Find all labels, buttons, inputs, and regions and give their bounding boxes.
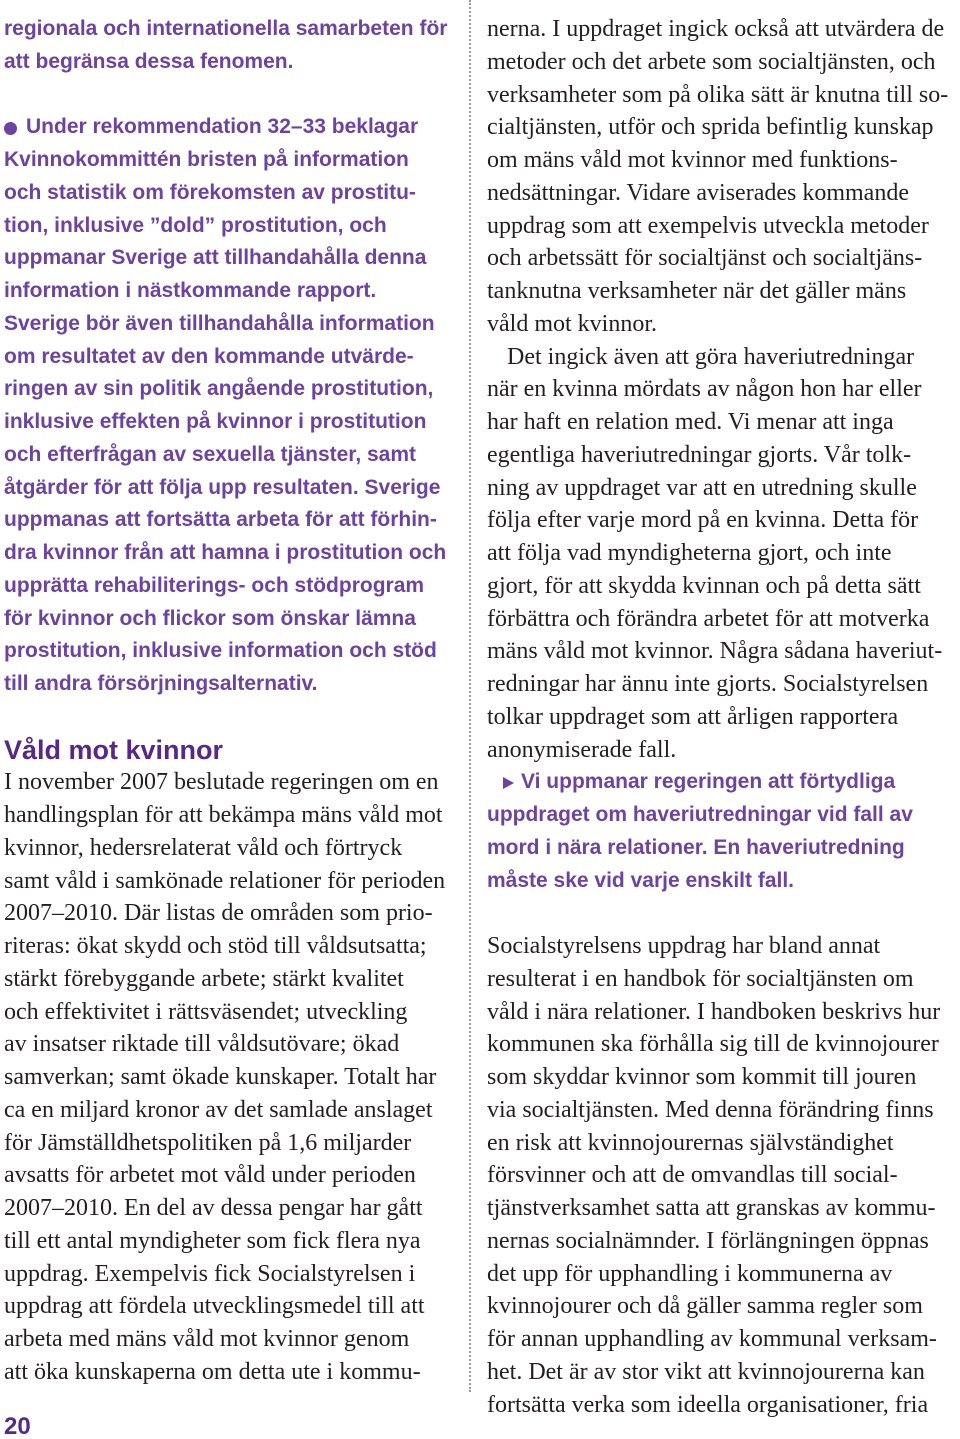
body-paragraph: I november 2007 beslutade regeringen om en handlingsplan för att bekämpa mäns våld mot kvinnor, hedersrelaterat våld och förtryck samt våld i samkönade relationer för perioden 2007–2010. Där listas de områden som prio- riteras: ökat skydd och stöd till våldsutsatta; stärkt förebyggande arbete; stärkt kvalitet och effektivitet i rättsväsendet; utveckling av insatser riktade till våldsutövare; ökad samverkan; samt ökade kunskaper. Totalt har ca en miljard kronor av det samlade anslaget för Jämställdhetspolitiken på 1,6 miljarder avsatts för arbetet mot våld under perioden 2007–2010. En del av dessa pengar har gått till ett antal myndigheter som fick flera nya uppdrag. Exempelvis fick Socialstyrelsen i uppdrag att fördela utvecklingsmedel till att arbeta med mäns våld mot kvinnor genom att öka kunskaperna om detta ute i kommu- [4, 769, 446, 1385]
recommendation-paragraph: Under rekommendation 32–33 beklagar Kvinnokommittén bristen på information och statistik om förekomsten av prostitu- tion, inklusive ”dold” prostitution, och uppmanar Sverige att tillhandahålla denna information i nästkommande rapport. Sverige bör även tillhandahålla information om resultatet av den kommande utvärde- ringen av sin politik angående prostitution, inklusive effekten på kvinnor i prostitution och efterfrågan av sexuella tjänster, samt åtgärder för att följa upp resultaten. Sverige uppmanas att fortsätta arbeta för att förhin- dra kvinnor från att hamna i prostitution och upprätta rehabiliterings- och stödprogram för kvinnor och flickor som önskar lämna prostitution, inklusive information och stöd till andra försörjningsalternativ. [4, 115, 447, 695]
intro-paragraph: regionala och internationella samarbeten för att begränsa dessa fenomen. [4, 17, 448, 73]
recommendation-paragraph: Vi uppmanar regeringen att förtydliga uppdraget om haveriutredningar vid fall av mord i nära relationer. En haveriutredning måste ske vid varje enskilt fall. [487, 770, 913, 892]
section-heading: Våld mot kvinnor [4, 734, 224, 765]
page-number: 20 [4, 1413, 31, 1439]
body-paragraph: Socialstyrelsens uppdrag har bland annat resulterat i en handbok för socialtjänsten om våld i nära relationer. I handboken beskrivs hur kommunen ska förhålla sig till de kvinnojourer som skyddar kvinnor som kommit till jouren via socialtjänsten. Med denna förändring finns en risk att kvinnojourernas självständighet försvinner och att de omvandlas till social- tjänstverksamhet satta att granskas av kommu- nernas socialnämnder. I förlängningen öppnas det upp för upphandling i kommunerna av kvinnojourer och då gäller samma regler som för annan upphandling av kommunal verksam- het. Det är av stor vikt att kvinnojourerna kan fortsätta verka som ideella organisationer, fria [487, 933, 941, 1418]
body-paragraph: Det ingick även att göra haveriutredningar när en kvinna mördats av någon hon har eller har haft en relation med. Vi menar att inga egentliga haveriutredningar gjorts. Vår tolk- ning av uppdraget var att en utredning skulle följa efter varje mord på en kvinna. Detta för att följa vad myndigheterna gjort, och inte gjort, för att skydda kvinnan och på detta sätt förbättra och förändra arbetet för att motverka mäns våld mot kvinnor. Några sådana haveriut- redningar har ännu inte gjorts. Socialstyrelsen tolkar uppdraget som att årligen rapportera anonymiserade fall. [487, 343, 943, 763]
column-divider [469, 0, 471, 1392]
body-paragraph: nerna. I uppdraget ingick också att utvärdera de metoder och det arbete som socialtjänsten, och verksamheter som på olika sätt är knutna till so- cialtjänsten, utför och sprida befintlig kunskap om mäns våld mot kvinnor med funktions- nedsättningar. Vidare aviserades kommande uppdrag som att exempelvis utveckla metoder och arbetssätt för socialtjänst och socialtjäns- tanknutna verksamheter när det gäller mäns våld mot kvinnor. [487, 16, 949, 337]
